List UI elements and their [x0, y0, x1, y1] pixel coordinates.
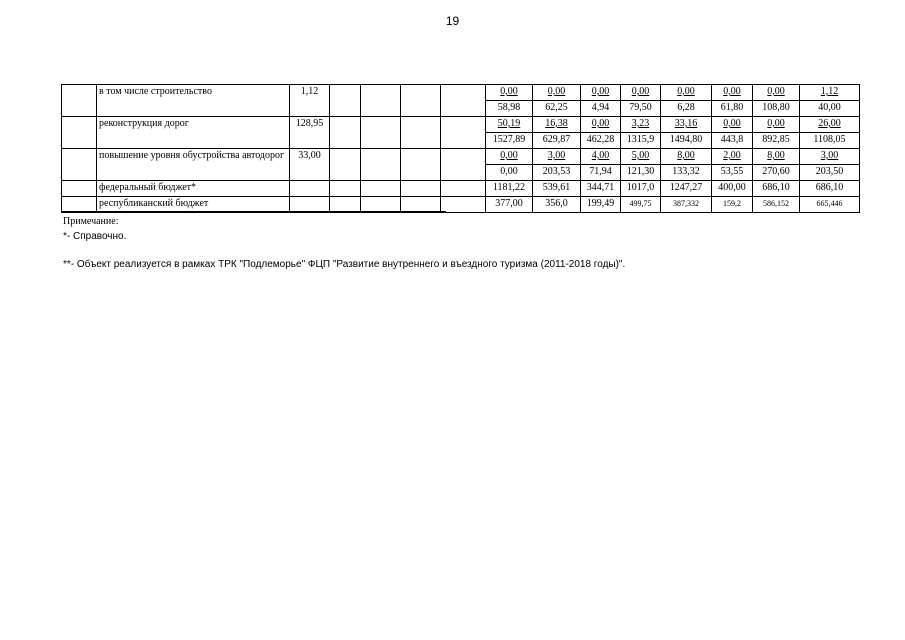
value-cell: 1108,05	[800, 133, 860, 149]
value-cell: 462,28	[581, 133, 621, 149]
empty-cell	[330, 117, 361, 149]
value-cell: 133,32	[661, 165, 712, 181]
value-cell: 1494,80	[661, 133, 712, 149]
value-text: 0,00	[500, 150, 518, 161]
table-row	[62, 181, 860, 197]
value-cell: 159,2	[712, 197, 753, 213]
value-text: 0,00	[631, 86, 650, 97]
value-text: 3,00	[820, 150, 839, 161]
value-cell	[661, 149, 712, 165]
value-cell: 892,85	[753, 133, 800, 149]
value-cell: 121,30	[621, 165, 661, 181]
value-cell: 665,446	[800, 197, 860, 213]
value-cell: 1247,27	[661, 181, 712, 197]
indicator-cell: 1,12	[290, 85, 330, 117]
value-cell: 499,75	[621, 197, 661, 213]
value-cell: 686,10	[800, 181, 860, 197]
row-number-cell	[62, 149, 97, 181]
value-text: 16,38	[545, 118, 568, 129]
value-cell: 356,0	[533, 197, 581, 213]
empty-cell	[401, 181, 441, 197]
table-row	[62, 149, 860, 165]
value-text: 0,00	[591, 118, 610, 129]
note-object: **- Объект реализуется в рамках ТРК "Подлеморье" ФЦП "Развитие внутреннего и въездного туризма (2011-2018 годы)".	[63, 259, 626, 270]
value-text: 26,00	[818, 118, 841, 129]
value-cell	[712, 85, 753, 101]
value-cell	[581, 149, 621, 165]
empty-cell	[401, 117, 441, 149]
value-text: 0,00	[677, 86, 695, 97]
value-cell: 377,00	[486, 197, 533, 213]
value-cell	[486, 149, 533, 165]
value-cell: 539,61	[533, 181, 581, 197]
empty-cell	[361, 181, 401, 197]
empty-cell	[330, 149, 361, 181]
value-cell: 586,152	[753, 197, 800, 213]
value-cell: 61,80	[712, 101, 753, 117]
value-cell: 443,8	[712, 133, 753, 149]
empty-cell	[330, 181, 361, 197]
value-text: 3,23	[631, 118, 650, 129]
value-cell	[621, 117, 661, 133]
value-cell: 6,28	[661, 101, 712, 117]
value-text: 33,16	[674, 118, 698, 129]
value-cell	[581, 117, 621, 133]
value-cell: 62,25	[533, 101, 581, 117]
value-cell: 53,55	[712, 165, 753, 181]
value-cell: 629,87	[533, 133, 581, 149]
value-text: 0,00	[767, 86, 785, 97]
page-number: 19	[445, 14, 460, 28]
budget-table	[61, 84, 860, 213]
value-cell: 108,80	[753, 101, 800, 117]
empty-cell	[441, 197, 486, 213]
row-number-cell	[62, 117, 97, 149]
value-cell: 203,53	[533, 165, 581, 181]
value-cell	[712, 117, 753, 133]
value-cell	[581, 85, 621, 101]
value-text: 0,00	[767, 118, 785, 129]
value-cell: 1315,9	[621, 133, 661, 149]
empty-cell	[401, 149, 441, 181]
value-text: 50,19	[497, 118, 521, 129]
value-text: 3,00	[547, 150, 566, 161]
empty-cell	[441, 117, 486, 149]
value-cell: 199,49	[581, 197, 621, 213]
value-cell	[533, 85, 581, 101]
value-cell	[486, 85, 533, 101]
row-label: республиканский бюджет	[97, 197, 290, 213]
value-cell	[533, 117, 581, 133]
row-label: повышение уровня обустройства автодорог	[97, 149, 290, 181]
value-cell: 1017,0	[621, 181, 661, 197]
empty-cell	[361, 85, 401, 117]
value-cell: 203,50	[800, 165, 860, 181]
indicator-cell: 128,95	[290, 117, 330, 149]
value-cell	[621, 149, 661, 165]
notes-block	[63, 214, 625, 272]
value-text: 8,00	[767, 150, 785, 161]
empty-cell	[290, 181, 330, 197]
value-cell	[800, 85, 860, 101]
row-label: реконструкция дорог	[97, 117, 290, 149]
value-cell: 71,94	[581, 165, 621, 181]
value-cell: 686,10	[753, 181, 800, 197]
row-label: в том числе строительство	[97, 85, 290, 117]
empty-cell	[441, 85, 486, 117]
value-cell	[800, 149, 860, 165]
value-text: 0,00	[547, 86, 566, 97]
value-cell	[712, 149, 753, 165]
value-text: 0,00	[723, 86, 741, 97]
empty-cell	[361, 117, 401, 149]
table-row	[62, 117, 860, 133]
indicator-cell: 33,00	[290, 149, 330, 181]
empty-cell	[441, 181, 486, 197]
value-cell: 400,00	[712, 181, 753, 197]
value-text: 0,00	[723, 118, 741, 129]
value-text: 4,00	[591, 150, 610, 161]
row-number-cell	[62, 181, 97, 197]
value-cell: 0,00	[486, 165, 533, 181]
value-cell	[800, 117, 860, 133]
value-cell	[753, 117, 800, 133]
value-cell: 40,00	[800, 101, 860, 117]
value-cell	[753, 85, 800, 101]
value-cell	[621, 85, 661, 101]
value-text: 1,12	[820, 86, 839, 97]
value-text: 5,00	[631, 150, 650, 161]
value-text: 8,00	[677, 150, 695, 161]
value-cell: 79,50	[621, 101, 661, 117]
value-text: 0,00	[500, 86, 518, 97]
empty-cell	[441, 149, 486, 181]
empty-cell	[330, 85, 361, 117]
notes-title: Примечание:	[63, 216, 119, 227]
notes-separator	[61, 211, 446, 212]
value-cell	[486, 117, 533, 133]
value-cell: 344,71	[581, 181, 621, 197]
value-cell: 1527,89	[486, 133, 533, 149]
empty-cell	[361, 149, 401, 181]
row-number-cell	[62, 85, 97, 117]
empty-cell	[401, 85, 441, 117]
note-reference: *- Справочно.	[63, 231, 127, 242]
value-cell	[661, 85, 712, 101]
value-cell	[533, 149, 581, 165]
value-cell: 387,332	[661, 197, 712, 213]
row-label: федеральный бюджет*	[97, 181, 290, 197]
value-text: 2,00	[723, 150, 741, 161]
table-row	[62, 85, 860, 101]
value-cell: 58,98	[486, 101, 533, 117]
value-cell: 270,60	[753, 165, 800, 181]
value-cell: 1181,22	[486, 181, 533, 197]
value-text: 0,00	[591, 86, 610, 97]
value-cell	[661, 117, 712, 133]
value-cell	[753, 149, 800, 165]
value-cell: 4,94	[581, 101, 621, 117]
